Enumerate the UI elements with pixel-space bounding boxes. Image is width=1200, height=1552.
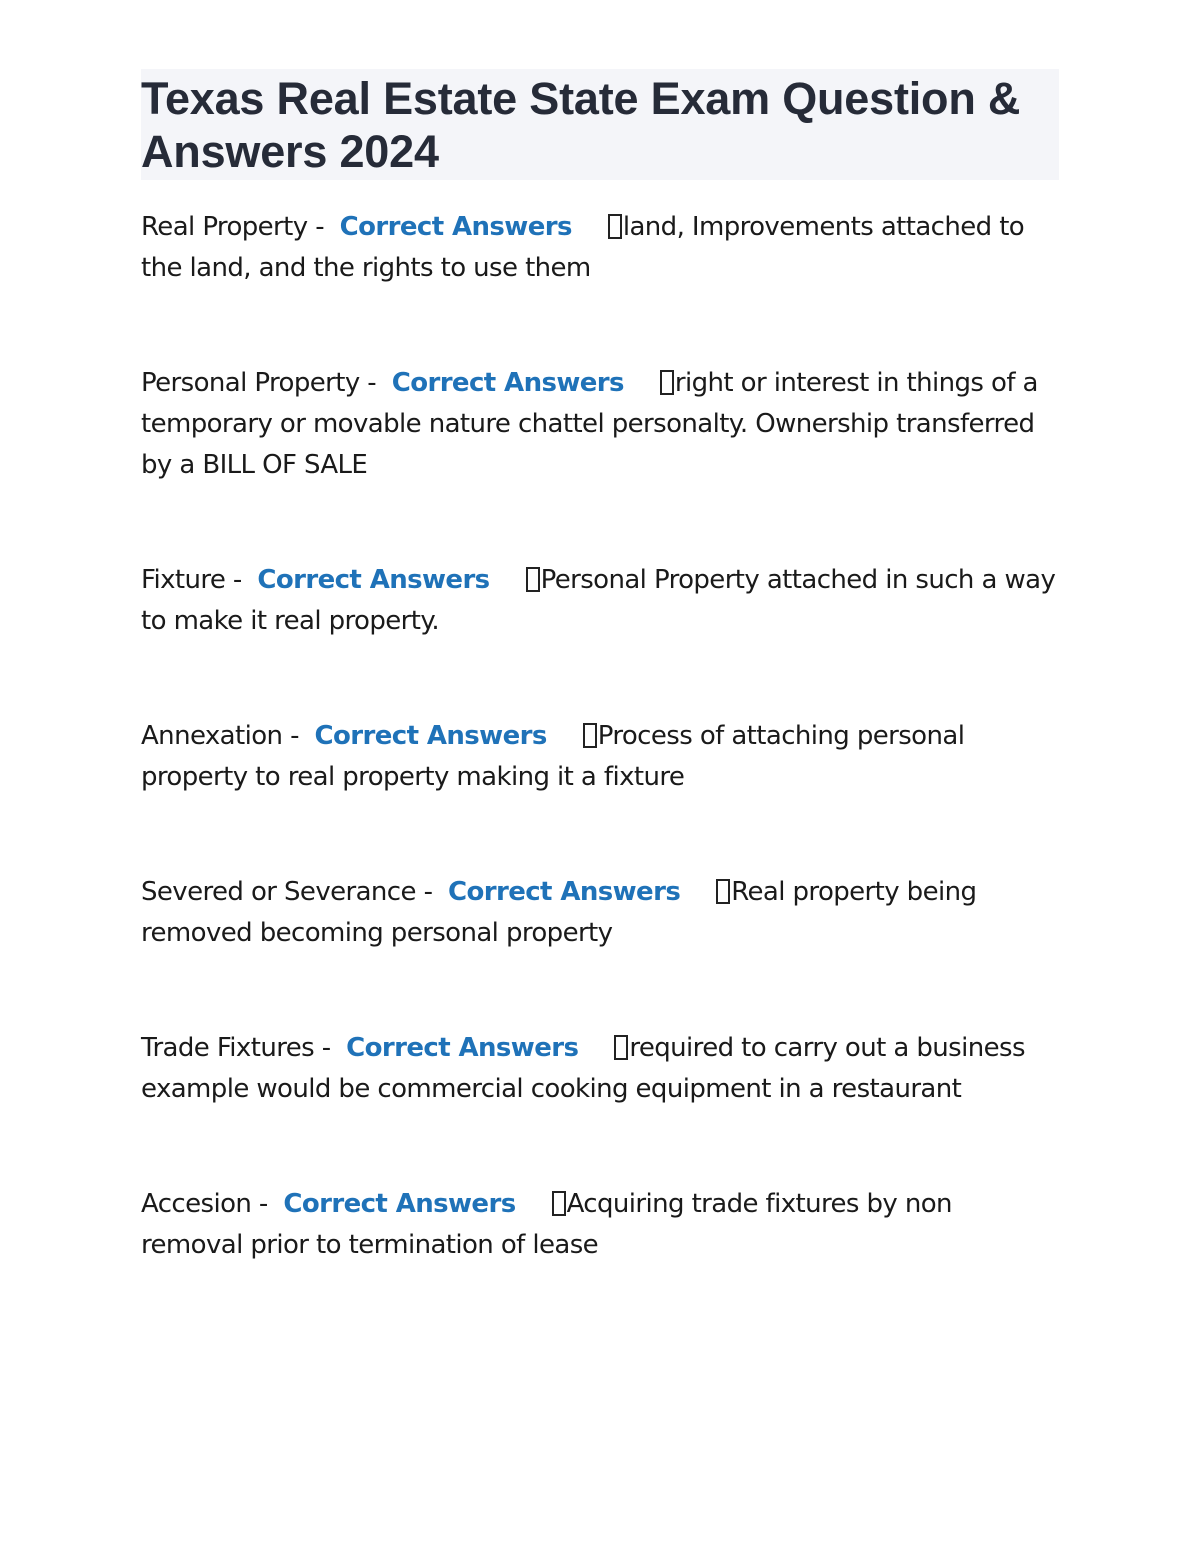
qa-entry <box>141 363 1059 486</box>
correct-answers-label: Correct Answers <box>283 1189 516 1219</box>
correct-answers-label: Correct Answers <box>314 721 547 751</box>
term: Accesion - <box>141 1189 276 1219</box>
qa-entry <box>141 872 1059 954</box>
missing-glyph-icon <box>608 214 622 239</box>
definition: Acquiring trade fixtures by non removal prior to termination of lease <box>141 1189 952 1260</box>
definition: required to carry out a business example would be commercial cooking equipment in a restaurant <box>141 1033 1025 1104</box>
correct-answers-label: Correct Answers <box>346 1033 579 1063</box>
qa-list <box>141 207 1059 1266</box>
definition: Personal Property attached in such a way to make it real property. <box>141 565 1056 636</box>
definition: Real property being removed becoming personal property <box>141 877 977 948</box>
missing-glyph-icon <box>526 567 540 592</box>
term: Annexation - <box>141 721 307 751</box>
correct-answers-label: Correct Answers <box>391 368 624 398</box>
term: Real Property - <box>141 212 332 242</box>
qa-entry <box>141 1028 1059 1110</box>
qa-entry <box>141 560 1059 642</box>
term: Fixture - <box>141 565 250 595</box>
missing-glyph-icon <box>583 723 597 748</box>
document-page <box>141 69 1059 1266</box>
definition: right or interest in things of a temporary or movable nature chattel personalty. Ownership transferred by a BILL OF SALE <box>141 368 1038 480</box>
correct-answers-label: Correct Answers <box>448 877 681 907</box>
title-block <box>141 69 1059 180</box>
missing-glyph-icon <box>614 1035 628 1060</box>
correct-answers-label: Correct Answers <box>257 565 490 595</box>
term: Trade Fixtures - <box>141 1033 339 1063</box>
missing-glyph-icon <box>660 370 674 395</box>
term: Personal Property - <box>141 368 384 398</box>
term: Severed or Severance - <box>141 877 441 907</box>
missing-glyph-icon <box>716 879 730 904</box>
definition: land, Improvements attached to the land, and the rights to use them <box>141 212 1025 283</box>
qa-entry <box>141 1184 1059 1266</box>
qa-entry <box>141 716 1059 798</box>
missing-glyph-icon <box>552 1191 566 1216</box>
document-title: Texas Real Estate State Exam Question & Answers 2024 <box>141 73 1021 177</box>
correct-answers-label: Correct Answers <box>339 212 572 242</box>
definition: Process of attaching personal property to real property making it a fixture <box>141 721 965 792</box>
qa-entry <box>141 207 1059 289</box>
